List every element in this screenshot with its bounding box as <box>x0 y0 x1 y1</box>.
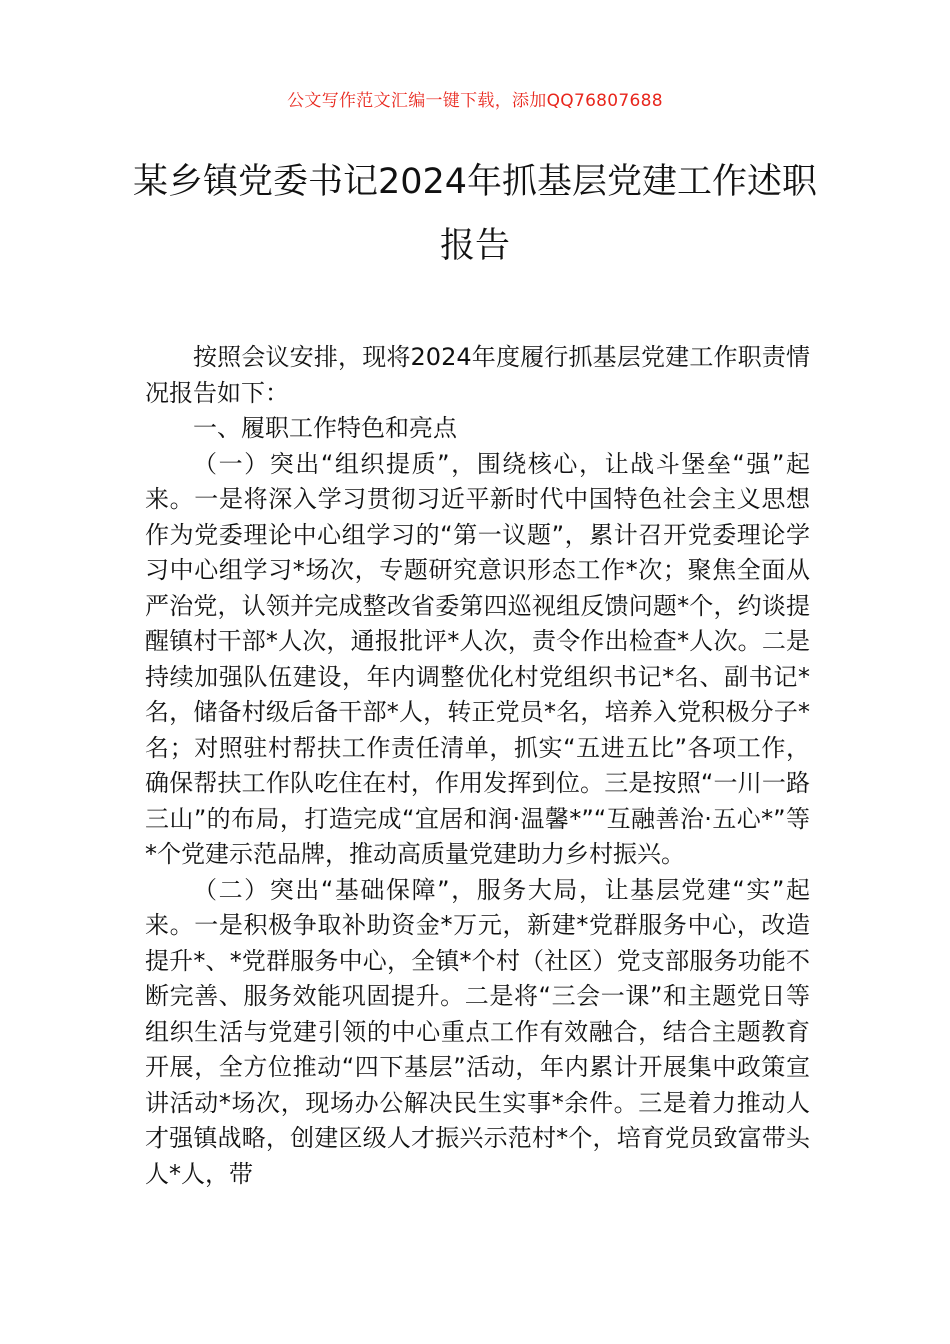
section-heading-1: 一、履职工作特色和亮点 <box>193 414 457 442</box>
paragraph-section-1-1: （一）突出“组织提质”，围绕核心，让战斗堡垒“强”起来。一是将深入学习贯彻习近平新时代中国特色社会主义思想作为党委理论中心组学习的“第一议题”，累计召开党委理论学习中心组学习*场次，专题研究意识形态工作*次；聚焦全面从严治党，认领并完成整改省委第四巡视组反馈问题*个，约谈提醒镇村干部*人次，通报批评*人次，责令作出检查*人次。二是持续加强队伍建设，年内调整优化村党组织书记*名、副书记*名，储备村级后备干部*人，转正党员*名，培养入党积极分子*名；对照驻村帮扶工作责任清单，抓实“五进五比”各项工作，确保帮扶工作队吃住在村，作用发挥到位。三是按照“一川一路三山”的布局，打造完成“宜居和润·温馨*”“互融善治·五心*”等*个党建示范品牌，推动高质量党建助力乡村振兴。 <box>145 449 810 868</box>
document-title: 某乡镇党委书记2024年抓基层党建工作述职报告 <box>132 162 818 266</box>
paragraph-intro: 按照会议安排，现将2024年度履行抓基层党建工作职责情况报告如下： <box>145 343 810 407</box>
header-watermark-note: 公文写作范文汇编一键下载，添加QQ76807688 <box>287 91 663 111</box>
document-body <box>145 340 810 1192</box>
paragraph-section-1-2: （二）突出“基础保障”，服务大局，让基层党建“实”起来。一是积极争取补助资金*万元，新建*党群服务中心，改造提升*、*党群服务中心，全镇*个村（社区）党支部服务功能不断完善、服务效能巩固提升。二是将“三会一课”和主题党日等组织生活与党建引领的中心重点工作有效融合，结合主题教育开展，全方位推动“四下基层”活动，年内累计开展集中政策宣讲活动*场次，现场办公解决民生实事*余件。三是着力推动人才强镇战略，创建区级人才振兴示范村*个，培育党员致富带头人*人，带 <box>145 875 810 1188</box>
